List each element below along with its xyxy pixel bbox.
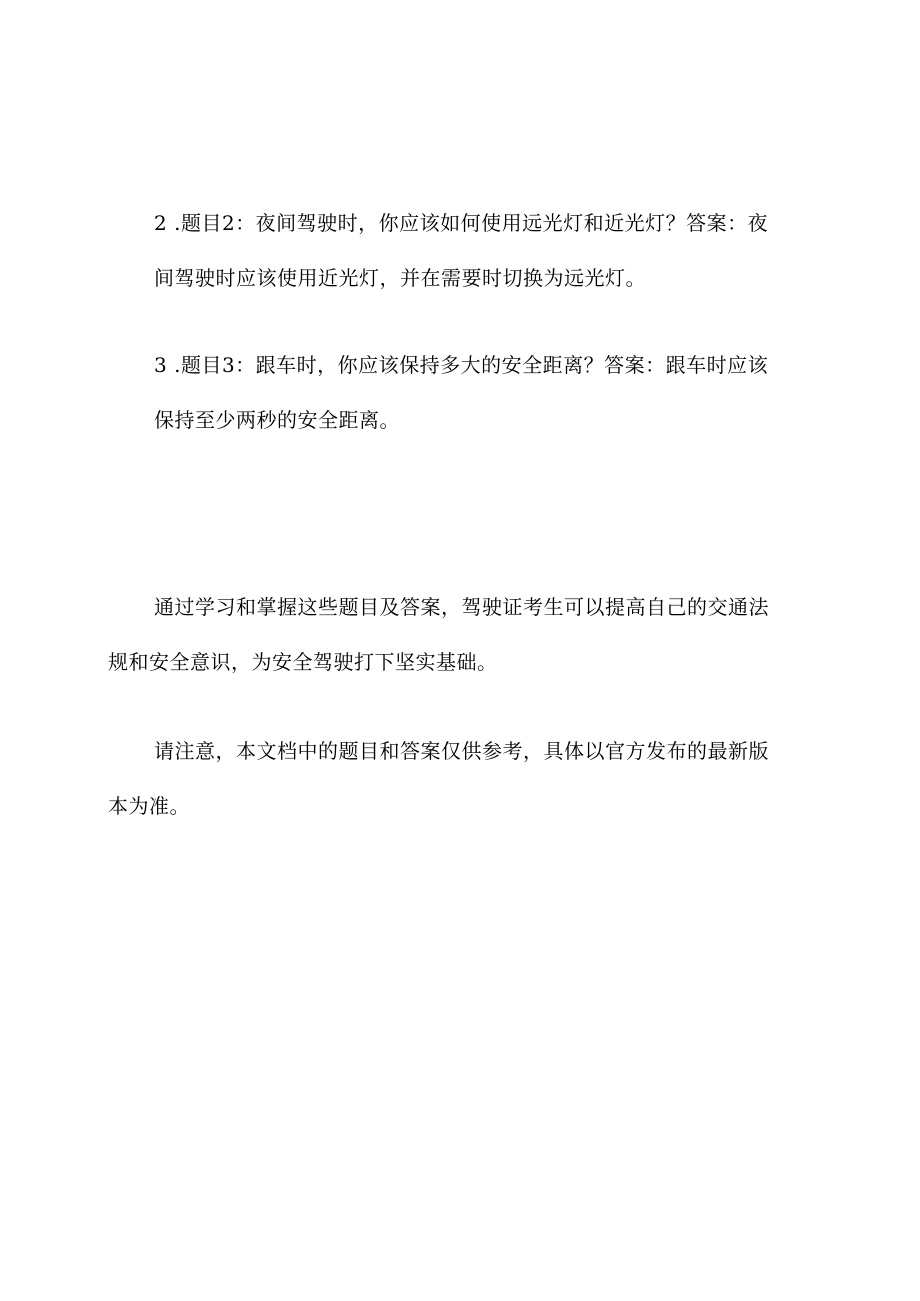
note-line-2: 本为准。 bbox=[108, 794, 190, 818]
note-line-1: 请注意，本文档中的题目和答案仅供参考，具体以官方发布的最新版 bbox=[154, 739, 769, 763]
question-2-paragraph bbox=[108, 196, 818, 306]
question-2-line-1: 2 .题目2：夜间驾驶时，你应该如何使用远光灯和近光灯？答案：夜 bbox=[154, 211, 769, 235]
note-paragraph bbox=[108, 724, 818, 834]
question-3-paragraph bbox=[108, 338, 818, 448]
question-3-line-1: 3 .题目3：跟车时，你应该保持多大的安全距离？答案：跟车时应该 bbox=[154, 353, 769, 377]
question-2-line-2: 间驾驶时应该使用近光灯，并在需要时切换为远光灯。 bbox=[154, 266, 646, 290]
summary-line-2: 规和安全意识，为安全驾驶打下坚实基础。 bbox=[108, 650, 498, 674]
question-3-line-2: 保持至少两秒的安全距离。 bbox=[154, 408, 400, 432]
summary-paragraph bbox=[108, 580, 818, 690]
summary-line-1: 通过学习和掌握这些题目及答案，驾驶证考生可以提高自己的交通法 bbox=[154, 595, 769, 619]
